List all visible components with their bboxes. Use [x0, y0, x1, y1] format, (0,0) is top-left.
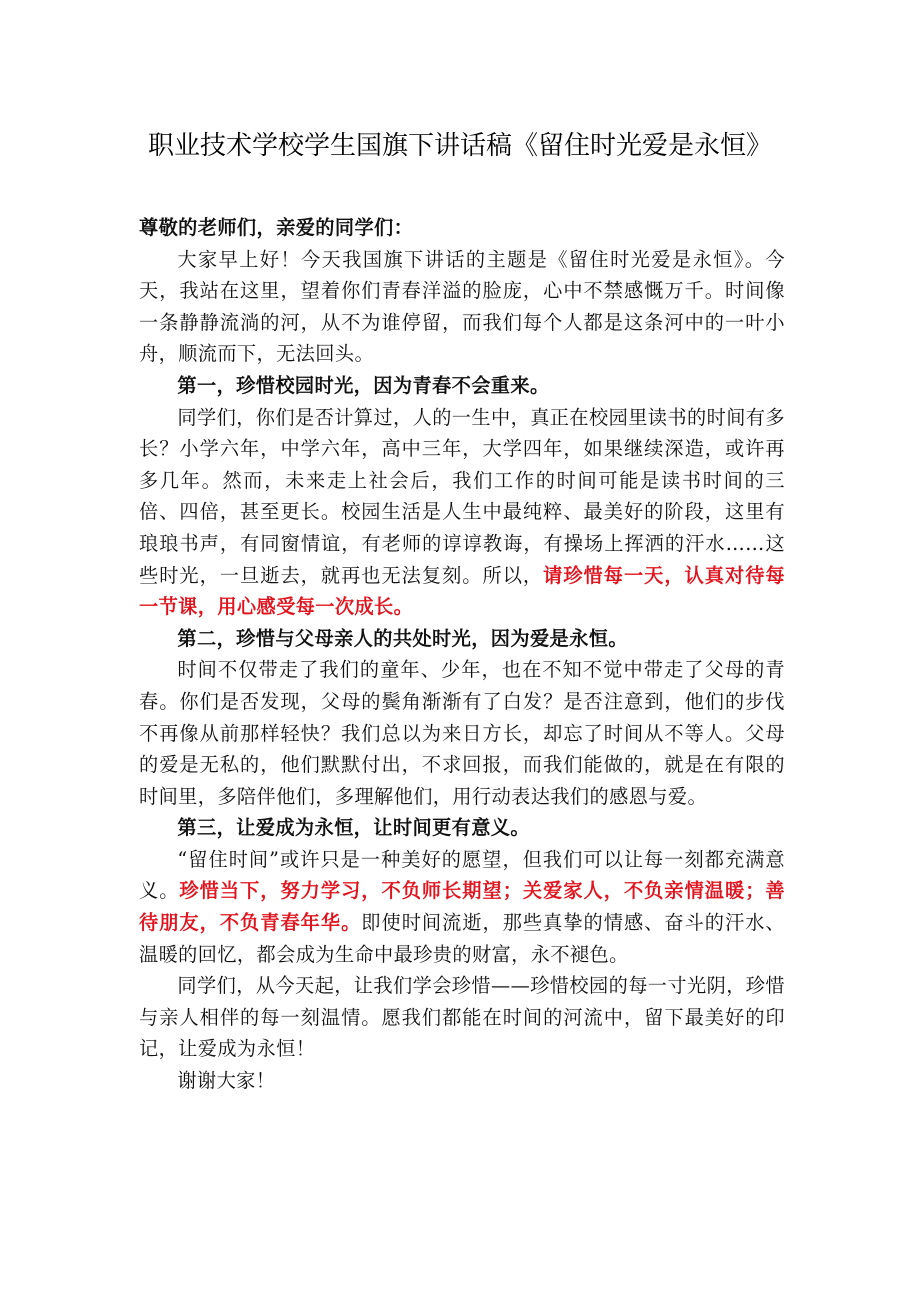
section3-text-before: “留住时间”或许只是一种美好的愿望，但我们可以让每一刻都充满意义。 [139, 847, 785, 903]
salutation: 尊敬的老师们，亲爱的同学们： [139, 216, 414, 239]
section1-highlight: 请珍惜每一天，认真对待每一节课，用心感受每一次成长。 [139, 563, 785, 619]
section3-text-after: 即使时间流逝，那些真挚的情感、奋斗的汗水、温暖的回忆，都会成为生命中最珍贵的财富，永不褪色。 [139, 911, 785, 966]
section2-heading: 第二，珍惜与父母亲人的共处时光，因为爱是永恒。 [177, 626, 628, 650]
document-body [139, 212, 785, 1097]
section1-heading: 第一，珍惜校园时光，因为青春不会重来。 [177, 373, 550, 397]
intro-paragraph: 大家早上好！今天我国旗下讲话的主题是《留住时光爱是永恒》。今天，我站在这里，望着你们青春洋溢的脸庞，心中不禁感慨万千。时间像一条静静流淌的河，从不为谁停留，而我们每个人都是这条河中的一叶小舟，顺流而下，无法回头。 [139, 247, 785, 366]
section2-paragraph: 时间不仅带走了我们的童年、少年，也在不知不觉中带走了父母的青春。你们是否发现，父母的鬓角渐渐有了白发？是否注意到，他们的步伐不再像从前那样轻快？我们总以为来日方长，却忘了时间从不等人。父母的爱是无私的，他们默默付出，不求回报，而我们能做的，就是在有限的时间里，多陪伴他们，多理解他们，用行动表达我们的感恩与爱。 [139, 658, 785, 808]
page-title: 职业技术学校学生国旗下讲话稿《留住时光爱是永恒》 [147, 131, 772, 161]
section1-paragraph [139, 402, 785, 623]
section3-paragraph [139, 844, 785, 970]
closing-paragraph: 同学们，从今天起，让我们学会珍惜——珍惜校园的每一寸光阴，珍惜与亲人相伴的每一刻温情。愿我们都能在时间的河流中，留下最美好的印记，让爱成为永恒！ [139, 974, 785, 1061]
section1-text: 同学们，你们是否计算过，人的一生中，真正在校园里读书的时间有多长？小学六年，中学六年，高中三年，大学四年，如果继续深造，或许再多几年。然而，未来走上社会后，我们工作的时间可能是读书时间的三倍、四倍，甚至更长。校园生活是人生中最纯粹、最美好的阶段，这里有琅琅书声，有同窗情谊，有老师的谆谆教诲，有操场上挥洒的汗水……这些时光，一旦逝去，就再也无法复刻。所以， [139, 405, 785, 587]
section3-highlight: 珍惜当下，努力学习，不负师长期望；关爱家人，不负亲情温暖；善待朋友，不负青春年华。 [139, 879, 785, 935]
section3-heading: 第三，让爱成为永恒，让时间更有意义。 [177, 816, 530, 840]
thanks-line: 谢谢大家！ [177, 1069, 276, 1093]
